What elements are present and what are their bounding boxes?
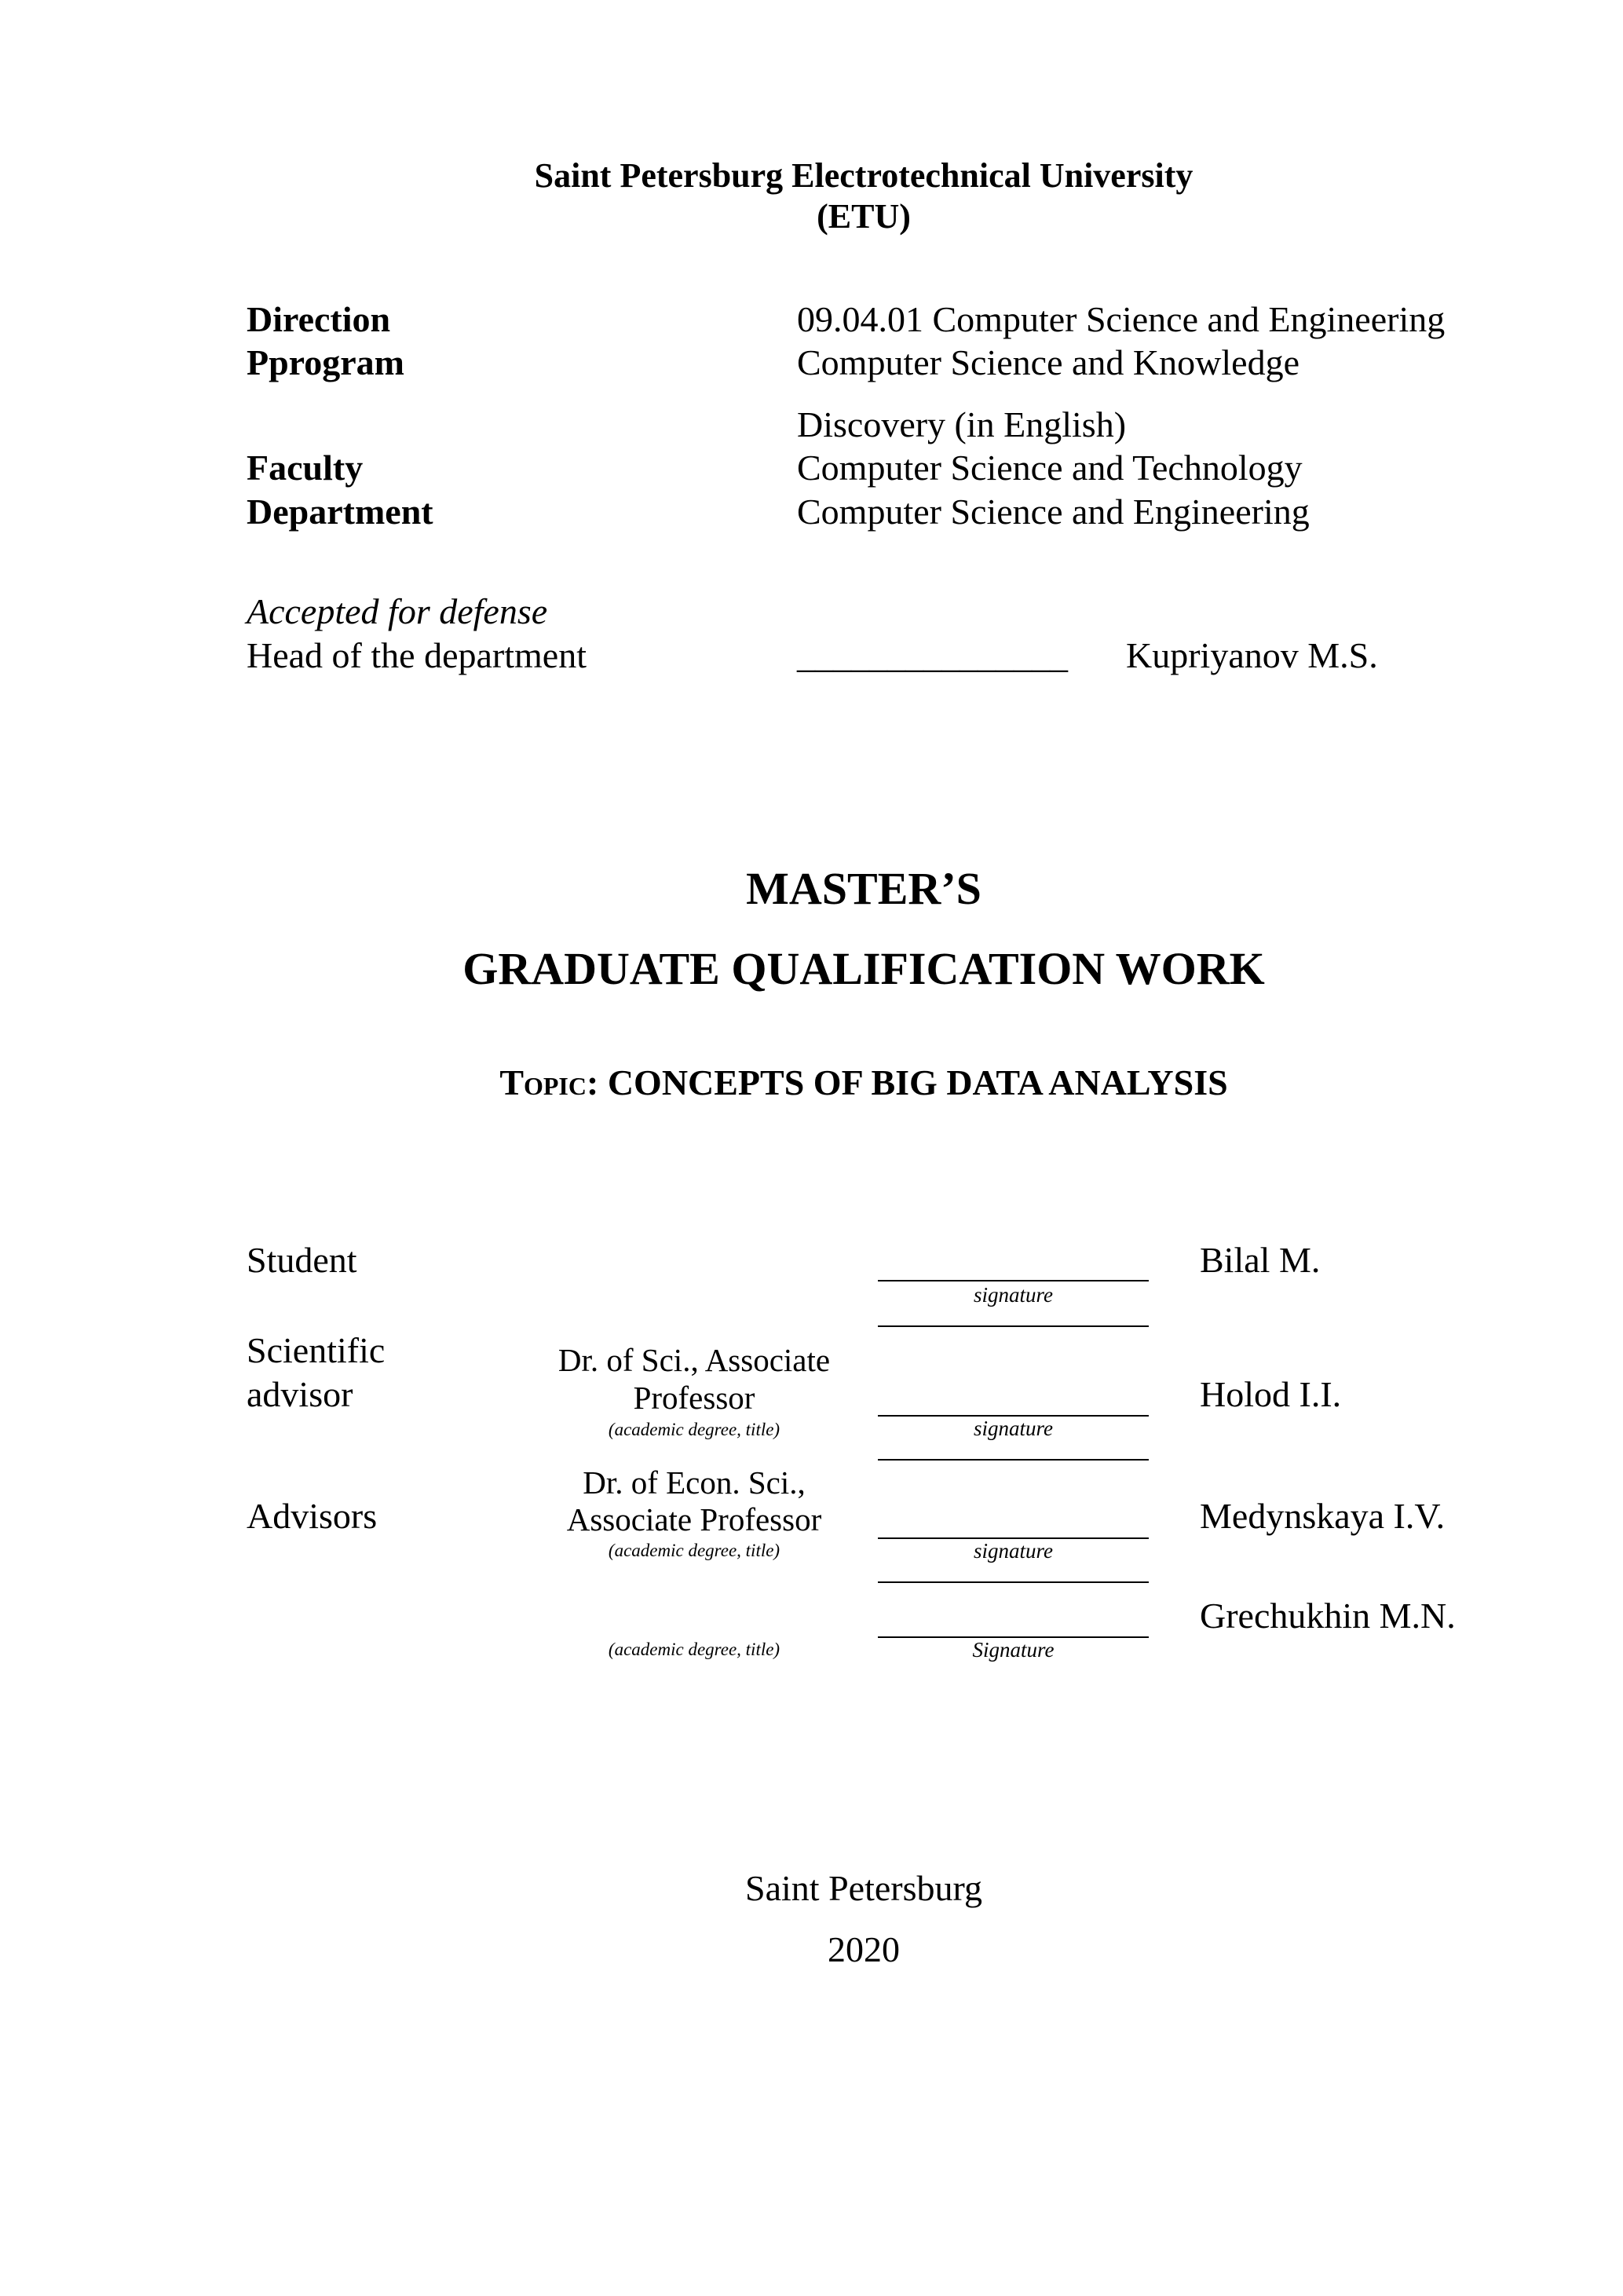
advisor2-degree-caption: (academic degree, title) [608, 1640, 780, 1659]
scientific-advisor-degree-line1: Dr. of Sci., Associate [557, 1342, 831, 1378]
topic-title: CONCEPTS OF BIG DATA ANALYSIS [607, 1062, 1228, 1102]
footer-year: 2020 [828, 1929, 900, 1969]
program-value-line2: Discovery (in English) [797, 404, 1127, 444]
scientific-advisor-role-line2: advisor [247, 1374, 353, 1414]
student-role: Student [247, 1240, 357, 1280]
advisors-role: Advisors [247, 1496, 378, 1536]
advisor1-signature-caption: signature [974, 1539, 1053, 1563]
head-name: Kupriyanov M.S. [1126, 635, 1378, 675]
advisor2-name: Grechukhin M.N. [1200, 1596, 1456, 1636]
student-name: Bilal M. [1200, 1240, 1321, 1280]
head-signature-blank: _______________ [797, 635, 1068, 675]
department-label: Department [247, 492, 433, 532]
advisor2-signature-caption: Signature [972, 1638, 1055, 1662]
accepted-for-defense: Accepted for defense [247, 591, 548, 631]
program-label: Pprogram [247, 342, 405, 382]
scientific-advisor-signature-caption: signature [974, 1417, 1053, 1440]
head-of-department-label: Head of the department [247, 635, 587, 675]
scientific-advisor-name: Holod I.I. [1200, 1374, 1342, 1414]
separator-line [878, 1325, 1149, 1327]
scientific-advisor-role-line1: Scientific [247, 1330, 386, 1370]
title-line2: GRADUATE QUALIFICATION WORK [462, 943, 1265, 994]
student-signature-caption: signature [974, 1283, 1053, 1307]
advisor1-degree-line2: Associate Professor [566, 1501, 822, 1537]
topic-prefix: Topic: [499, 1062, 599, 1102]
university-name: Saint Petersburg Electrotechnical University [534, 156, 1193, 195]
title-line1: MASTER’S [746, 863, 981, 914]
topic-line [0, 1062, 1623, 1103]
separator-line [878, 1459, 1149, 1461]
faculty-label: Faculty [247, 448, 364, 488]
faculty-value: Computer Science and Technology [797, 448, 1303, 488]
university-abbreviation: (ETU) [817, 197, 911, 236]
separator-line [878, 1581, 1149, 1583]
scientific-advisor-degree-line2: Professor [633, 1380, 755, 1416]
scientific-advisor-degree-caption: (academic degree, title) [608, 1420, 780, 1439]
advisor1-degree-line1: Dr. of Econ. Sci., [583, 1464, 806, 1501]
advisor1-degree-caption: (academic degree, title) [608, 1541, 780, 1560]
student-signature-line [878, 1280, 1149, 1281]
direction-label: Direction [247, 299, 391, 339]
footer-city: Saint Petersburg [745, 1868, 982, 1908]
direction-value: 09.04.01 Computer Science and Engineering [797, 299, 1446, 339]
advisor1-name: Medynskaya I.V. [1200, 1496, 1446, 1536]
department-value: Computer Science and Engineering [797, 492, 1310, 532]
program-value-line1: Computer Science and Knowledge [797, 342, 1299, 382]
